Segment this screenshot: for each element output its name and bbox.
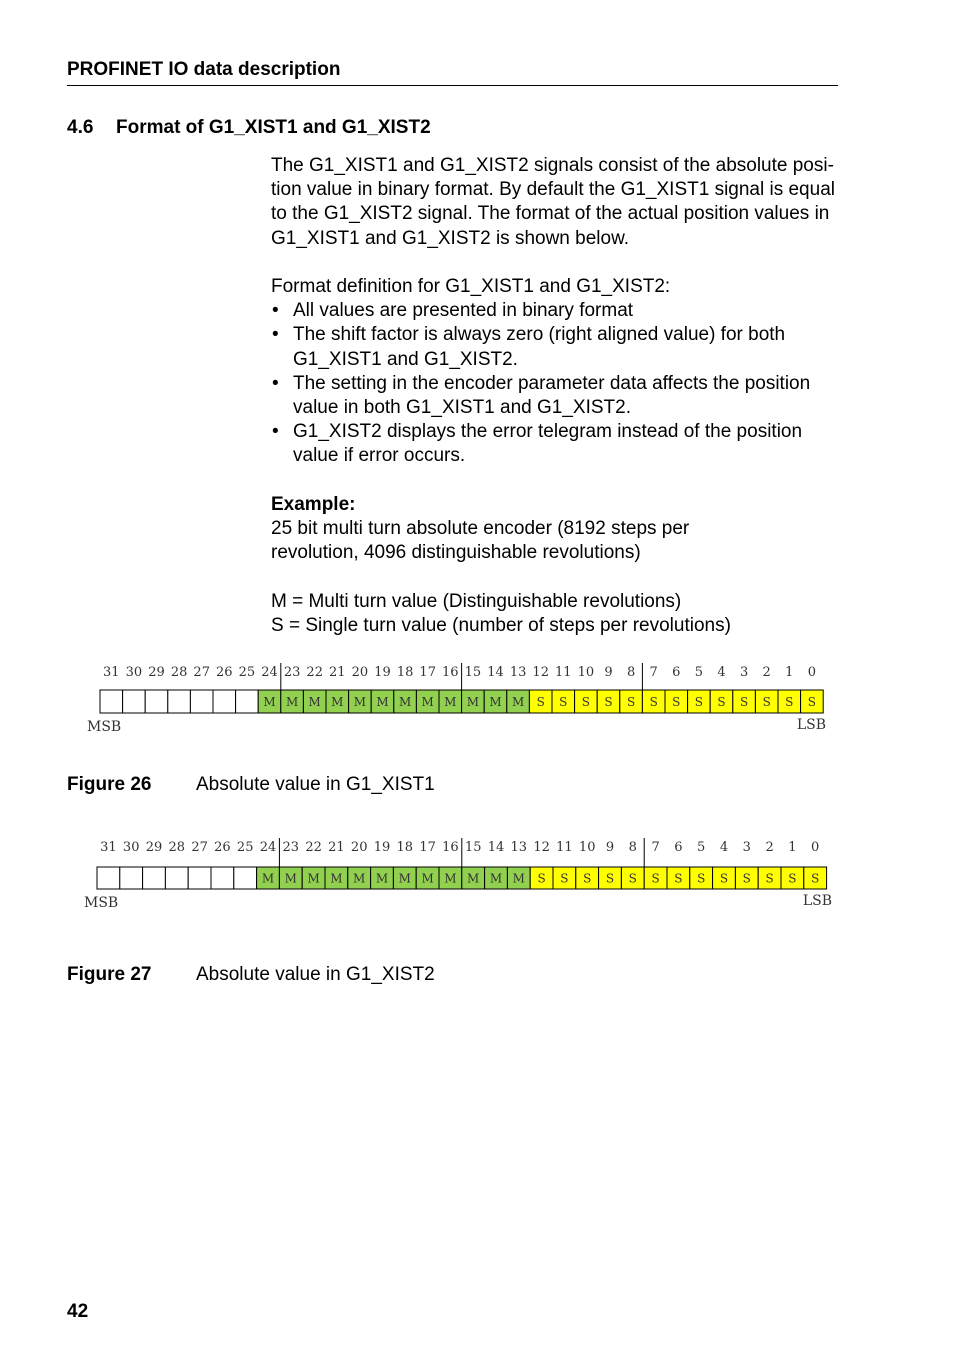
bit-cell-letter: S [762, 695, 771, 709]
bit-number-label: 6 [674, 840, 683, 855]
bit-cell-letter: S [651, 871, 660, 886]
example-label: Example: [271, 493, 356, 515]
msb-label: MSB [87, 719, 122, 735]
bit-number-label: 3 [739, 665, 749, 680]
bit-cell-letter: M [398, 871, 411, 886]
bit-cell-letter: S [785, 695, 794, 709]
bit-cell-letter: M [511, 695, 525, 709]
bit-number-label: 30 [122, 840, 140, 855]
bit-cell-letter: S [742, 871, 751, 886]
bit-cell-letter: M [330, 871, 343, 886]
bit-cell-letter: S [694, 695, 704, 709]
bit-cell-letter: S [626, 695, 636, 709]
bit-cell-letter: S [807, 695, 817, 709]
bit-number-label: 5 [694, 665, 704, 680]
bit-number-label: 25 [236, 840, 254, 855]
bit-cell-letter: M [421, 695, 434, 709]
bit-cell-letter: S [739, 695, 749, 709]
bit-number-label: 0 [807, 665, 817, 680]
bit-cell-letter: S [765, 871, 774, 886]
bit-cell-letter: M [489, 871, 503, 886]
bit-cell-letter: M [375, 871, 389, 886]
bit-number-label: 18 [396, 665, 414, 680]
bit-cell [143, 867, 166, 889]
bit-number-label: 17 [419, 665, 436, 680]
bit-cell-letter: M [261, 871, 275, 886]
bit-number-label: 21 [328, 840, 345, 855]
bit-number-label: 8 [628, 840, 637, 855]
bit-number-label: 4 [719, 840, 729, 855]
msb-label: MSB [84, 895, 119, 911]
bit-cell [165, 867, 188, 889]
bit-cell-letter: M [308, 695, 321, 709]
bit-cell-letter: M [444, 871, 457, 886]
bit-number-label: 1 [785, 665, 794, 680]
list-item: • The setting in the encoder parameter data affects the position value in both G1_XIST1 and G1_XIST2. [271, 372, 841, 420]
bit-number-label: 7 [649, 665, 658, 680]
section-number: 4.6 [67, 117, 94, 138]
bit-number-label: 20 [350, 840, 368, 855]
format-heading: Format definition for G1_XIST1 and G1_XIST2: [271, 276, 671, 297]
bit-cell-letter: M [353, 695, 367, 709]
bit-cell-letter: S [560, 871, 569, 886]
bit-number-label: 15 [464, 665, 482, 680]
bit-number-label: 1 [788, 840, 797, 855]
page-number: 42 [67, 1301, 89, 1322]
bit-number-label: 6 [672, 665, 681, 680]
bit-number-label: 9 [605, 840, 615, 855]
bit-number-label: 31 [103, 665, 120, 680]
bit-cell-letter: S [697, 871, 706, 886]
bit-number-label: 17 [419, 840, 436, 855]
bit-cell [123, 690, 146, 713]
body-text [271, 154, 841, 638]
bit-number-label: 25 [238, 665, 256, 680]
bit-number-label: 19 [373, 840, 391, 855]
bit-cell-letter: M [307, 871, 320, 886]
bit-cell-letter: M [489, 695, 502, 709]
bit-cell-letter: M [467, 871, 480, 886]
bit-cell-letter: S [604, 695, 613, 709]
bit-number-label: 27 [191, 840, 208, 855]
example-text: 25 bit multi turn absolute encoder (8192 steps per revolution, 4096 distinguishable revolutions) [271, 518, 690, 564]
bit-cell [234, 867, 257, 889]
bit-cell [236, 690, 259, 713]
bit-cell-letter: M [284, 871, 297, 886]
bit-number-label: 21 [329, 665, 346, 680]
bit-number-label: 16 [442, 840, 459, 855]
bit-number-label: 28 [170, 665, 188, 680]
bit-number-label: 23 [283, 665, 301, 680]
bit-cell-letter: S [605, 871, 615, 886]
bit-number-label: 2 [765, 840, 774, 855]
bit-number-label: 12 [533, 840, 550, 855]
bit-number-label: 29 [145, 840, 163, 855]
bit-cell [145, 690, 168, 713]
bit-number-label: 30 [125, 665, 143, 680]
figure-caption-text: Absolute value in G1_XIST2 [196, 964, 435, 985]
bit-number-label: 28 [168, 840, 186, 855]
bit-cell-letter: S [537, 871, 546, 886]
bit-cell-letter: S [581, 695, 591, 709]
bit-number-label: 10 [578, 840, 596, 855]
bit-number-label: 7 [651, 840, 660, 855]
bit-number-label: 13 [510, 840, 528, 855]
bit-number-label: 29 [148, 665, 165, 680]
bit-cell-letter: M [421, 871, 434, 886]
bit-cell-letter: S [672, 695, 681, 709]
bit-number-label: 16 [442, 665, 459, 680]
bit-cell-letter: S [559, 695, 568, 709]
bit-cell-letter: S [717, 695, 726, 709]
bit-cell-letter: M [263, 695, 276, 709]
bit-number-label: 2 [762, 665, 771, 680]
bit-cell-letter: M [285, 695, 299, 709]
bit-cell-letter: S [719, 871, 729, 886]
bit-number-label: 15 [464, 840, 482, 855]
legend-multi-turn: M = Multi turn value (Distinguishable revolutions) [271, 590, 682, 612]
bit-number-label: 10 [577, 665, 595, 680]
bit-number-label: 0 [811, 840, 820, 855]
bit-cell [190, 690, 213, 713]
bit-number-label: 26 [214, 840, 231, 855]
figure-label: Figure 27 [67, 964, 152, 985]
bit-number-label: 22 [305, 840, 322, 855]
bit-number-label: 24 [259, 840, 277, 855]
bitfield-diagram-xist2 [83, 835, 843, 925]
bit-cell-letter: M [331, 695, 344, 709]
bit-cell-letter: S [649, 695, 658, 709]
bit-number-label: 9 [604, 665, 613, 680]
lsb-label: LSB [802, 893, 832, 909]
lsb-label: LSB [796, 717, 826, 733]
bit-cell-letter: M [398, 695, 412, 709]
figure-27-caption [67, 963, 435, 987]
intro-paragraph: The G1_XIST1 and G1_XIST2 signals consist of the absolute posi-tion value in binary format. By default the G1_XIST1 signal is equal to the G1_XIST2 signal. The format of the actual position values in G1_XIST1 and G1_XIST2 is shown below. [271, 155, 835, 249]
section-heading [67, 116, 431, 140]
bit-cell [97, 867, 120, 889]
bit-cell-letter: S [811, 871, 820, 886]
bit-number-label: 8 [626, 665, 636, 680]
bit-number-label: 13 [509, 665, 527, 680]
running-header: PROFINET IO data description [67, 58, 838, 86]
list-item: • The shift factor is always zero (right aligned value) for both G1_XIST1 and G1_XIST2. [271, 323, 841, 371]
bit-cell [213, 690, 236, 713]
figure-label: Figure 26 [67, 774, 152, 795]
bit-cell [100, 690, 123, 713]
bit-number-label: 11 [555, 665, 572, 680]
bit-cell-letter: S [583, 871, 592, 886]
bit-cell-letter: S [674, 871, 683, 886]
bit-number-label: 4 [717, 665, 726, 680]
bit-cell-letter: M [353, 871, 366, 886]
bit-cell-letter: M [444, 695, 457, 709]
list-item: • G1_XIST2 displays the error telegram instead of the position value if error occurs. [271, 420, 841, 468]
bit-number-label: 3 [742, 840, 751, 855]
bit-number-label: 11 [556, 840, 573, 855]
list-item: • All values are presented in binary format [271, 299, 841, 323]
bit-number-label: 26 [216, 665, 233, 680]
bit-number-label: 31 [100, 840, 117, 855]
bit-number-label: 18 [396, 840, 414, 855]
bit-number-label: 20 [351, 665, 369, 680]
bit-cell-letter: M [512, 871, 525, 886]
bit-number-label: 12 [532, 665, 549, 680]
bit-cell-letter: M [376, 695, 389, 709]
bit-number-label: 5 [697, 840, 706, 855]
bit-number-label: 23 [282, 840, 300, 855]
bit-cell-letter: S [628, 871, 637, 886]
bit-cell-letter: S [788, 871, 797, 886]
bit-number-label: 14 [487, 665, 504, 680]
bit-number-label: 24 [261, 665, 278, 680]
figure-26-caption [67, 773, 435, 797]
bit-number-label: 14 [487, 840, 505, 855]
bitfield-diagram-xist1 [86, 660, 836, 750]
section-title: Format of G1_XIST1 and G1_XIST2 [116, 117, 431, 138]
figure-caption-text: Absolute value in G1_XIST1 [196, 774, 435, 795]
bit-cell [211, 867, 234, 889]
bit-cell [168, 690, 191, 713]
bit-cell [188, 867, 211, 889]
bit-number-label: 22 [306, 665, 323, 680]
format-list [271, 299, 841, 468]
legend-single-turn: S = Single turn value (number of steps per revolutions) [271, 614, 731, 636]
bit-number-label: 27 [193, 665, 210, 680]
bit-cell-letter: M [466, 695, 480, 709]
bit-cell-letter: S [536, 695, 545, 709]
bit-number-label: 19 [374, 665, 391, 680]
bit-cell [120, 867, 143, 889]
